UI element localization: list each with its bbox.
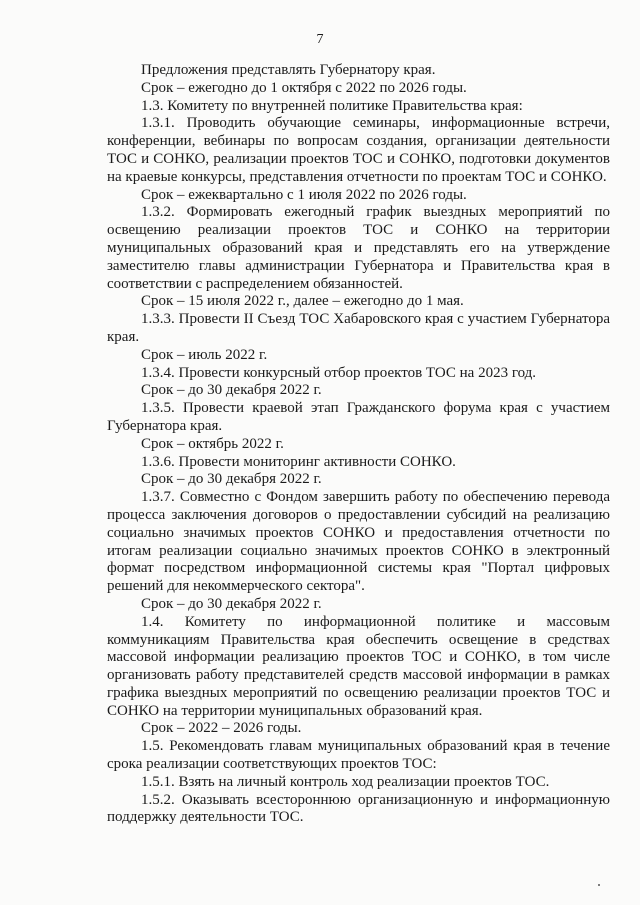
paragraph: 1.5.1. Взять на личный контроль ход реализации проектов ТОС.	[141, 773, 550, 790]
paragraph: 1.3.2. Формировать ежегодный график выездных мероприятий по освещению реализации проектов ТОС и СОНКО на территории муниципальных образований края и представлять его на утверждение заместителю главы администрации Губернатора и Правительства края в соответствии с распределением обязанностей.	[107, 204, 610, 292]
deadline-paragraph: Срок – до 30 декабря 2022 г.	[141, 471, 322, 488]
deadline-paragraph: Срок – 2022 – 2026 годы.	[141, 720, 302, 737]
section-heading: 1.5. Рекомендовать главам муниципальных образований края в течение срока реализации соответствующих проектов ТОС:	[107, 738, 610, 773]
paragraph: 1.3.6. Провести мониторинг активности СОНКО.	[141, 453, 456, 470]
paragraph: 1.3.5. Провести краевой этап Гражданского форума края с участием Губернатора края.	[107, 400, 610, 434]
deadline-paragraph: Срок – октябрь 2022 г.	[141, 435, 284, 452]
paragraph: 1.3.7. Совместно с Фондом завершить работу по обеспечению перевода процесса заключения договоров о предоставлении субсидий на реализацию социально значимых проектов СОНКО и предоставления отчетности по итогам реализации социально значимых проектов СОНКО в электронный формат посредством информационной системы края "Портал цифровых решений для некоммерческого сектора".	[107, 489, 610, 595]
scan-speck	[598, 884, 600, 886]
deadline-paragraph: Срок – до 30 декабря 2022 г.	[141, 595, 322, 612]
deadline-paragraph: Срок – ежеквартально с 1 июля 2022 по 2026 годы.	[141, 186, 467, 203]
section-heading: 1.3. Комитету по внутренней политике Правительства края:	[141, 97, 523, 114]
paragraph: 1.3.3. Провести II Съезд ТОС Хабаровского края с участием Губернатора края.	[107, 311, 610, 345]
paragraph: Предложения представлять Губернатору края.	[141, 62, 436, 78]
page-number: 7	[316, 32, 324, 47]
paragraph: 1.3.4. Провести конкурсный отбор проектов ТОС на 2023 год.	[141, 364, 537, 381]
deadline-paragraph: Срок – июль 2022 г.	[141, 346, 268, 363]
section-heading: 1.4. Комитету по информационной политике и массовым коммуникациям Правительства края обеспечить освещение в средствах массовой информации реализацию проектов ТОС и СОНКО, в том числе организовать работу представителей средств массовой информации в рамках графика выездных мероприятий по освещению реализации проектов ТОС и СОНКО на территории муниципальных образований края.	[107, 613, 610, 719]
paragraph: 1.3.1. Проводить обучающие семинары, информационные встречи, конференции, вебинары по вопросам создания, организации деятельности ТОС и СОНКО, реализации проектов ТОС и СОНКО, подготовки документов на краевые конкурсы, представления отчетности по проектам ТОС и СОНКО.	[107, 115, 610, 185]
document-body	[107, 62, 610, 827]
deadline-paragraph: Срок – до 30 декабря 2022 г.	[141, 382, 322, 399]
paragraph: 1.5.2. Оказывать всестороннюю организационную и информационную поддержку деятельности ТОС.	[107, 791, 610, 826]
deadline-paragraph: Срок – 15 июля 2022 г., далее – ежегодно до 1 мая.	[141, 293, 464, 310]
deadline-paragraph: Срок – ежегодно до 1 октября с 2022 по 2026 годы.	[141, 79, 467, 96]
